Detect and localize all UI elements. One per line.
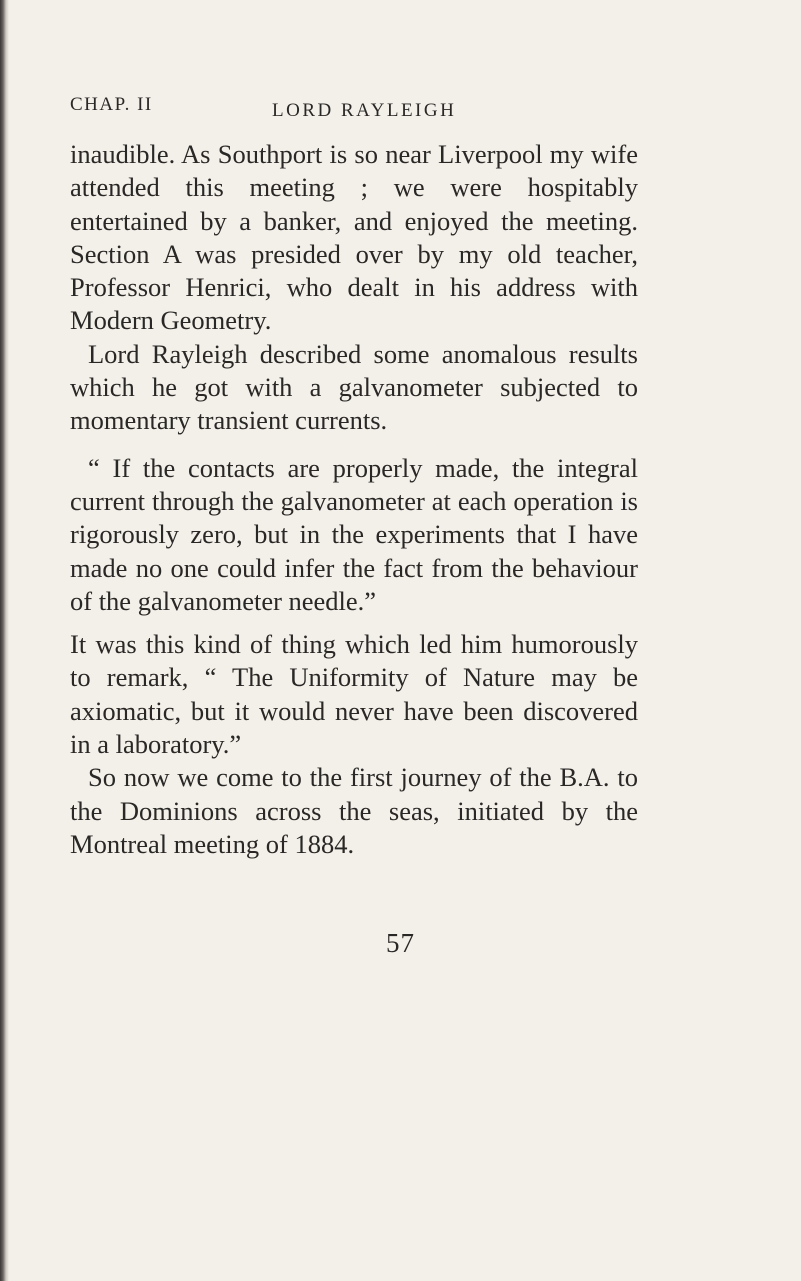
running-head <box>70 94 640 128</box>
paragraph-montreal-meeting: So now we come to the first journey of the B.A. to the Dominions across the seas, initiated by the Montreal meeting of 1884. <box>70 762 638 859</box>
page-number: 57 <box>386 928 415 958</box>
paragraph-continuation: inaudible. As Southport is so near Liverpool my wife attended this meeting ; we were hospitably entertained by a banker, and enjoyed the meeting. Section A was presided over by my old teacher, Professor Henrici, who dealt in his address with Modern Geometry. <box>70 139 638 336</box>
chapter-label: CHAP. II <box>70 94 153 115</box>
body-text <box>70 138 638 861</box>
paragraph-rayleigh-results: Lord Rayleigh described some anomalous results which he got with a galvanometer subjected to momentary transient currents. <box>70 338 638 436</box>
page-binding-edge <box>0 0 9 1281</box>
quotation-galvanometer: “ If the contacts are properly made, the integral current through the galvanometer at each operation is rigorously zero, but in the experiments that I have made no one could infer the fact from the behaviour of the galvanometer needle.” <box>70 452 638 616</box>
running-title: LORD RAYLEIGH <box>272 100 457 121</box>
paragraph-uniformity-remark: It was this kind of thing which led him humorously to remark, “ The Uniformity of Nature may be axiomatic, but it would never have been discovered in a laboratory.” <box>70 629 638 760</box>
